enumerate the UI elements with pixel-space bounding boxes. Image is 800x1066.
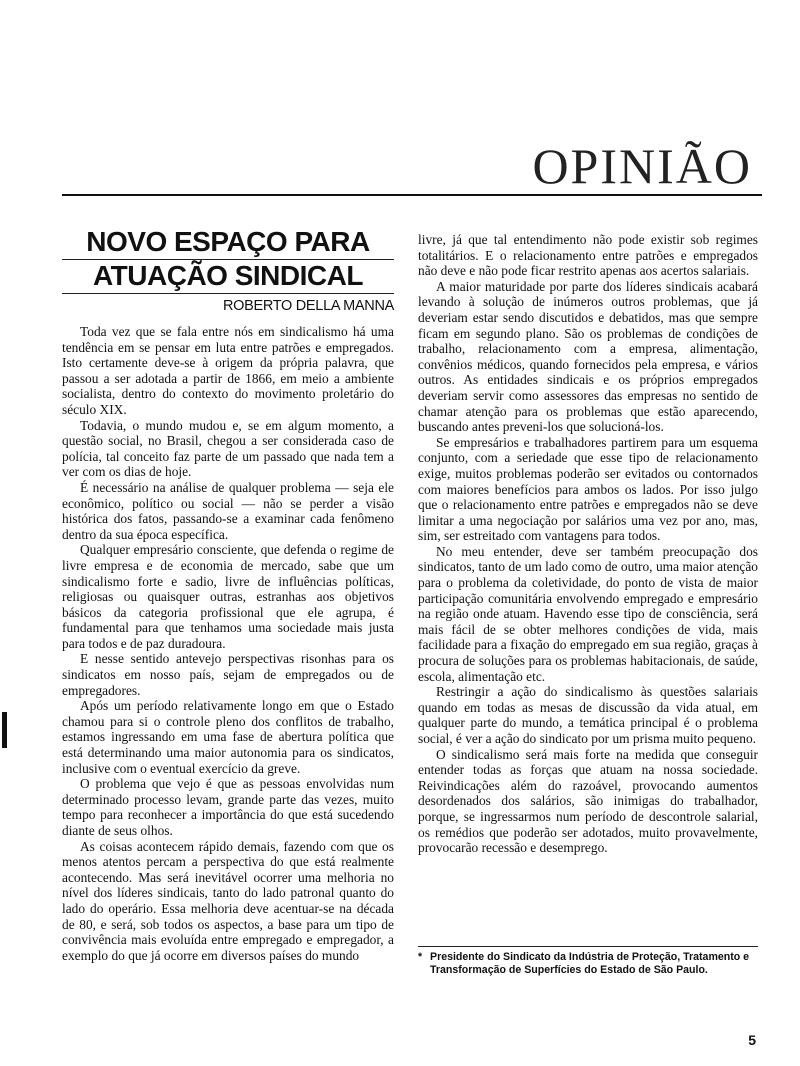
footnote-asterisk: * <box>418 951 423 963</box>
byline: ROBERTO DELLA MANNA <box>222 298 394 314</box>
scan-margin-mark <box>2 712 7 748</box>
paragraph: A maior maturidade por parte dos líderes sindicais acabará levando à solução de inúmeros outros problemas, que já deveriam estar sendo discutidos e debatidos, mas que sempre ficam em segundo plano. São os problemas de condições de trabalho, relacionamento com a empresa, alimentação, convênios médicos, quando fornecidos pela empresa, e vários outros. As entidades sindicais e os próprios empregados deveriam servir como assessores das empresas no sentido de chamar atenção para os problemas que estão aparecendo, buscando antes preveni-los que solucioná-los. <box>418 278 758 435</box>
headline-line-1: NOVO ESPAÇO PARA <box>62 226 394 260</box>
headline-line-2: ATUAÇÃO SINDICAL <box>62 260 394 294</box>
right-column <box>418 232 758 856</box>
paragraph: E nesse sentido antevejo perspectivas risonhas para os sindicatos em nosso país, sejam de empregados ou de empregadores. <box>62 651 394 698</box>
left-column <box>62 226 394 963</box>
paragraph: Se empresários e trabalhadores partirem para um esquema conjunto, com a seriedade que esse tipo de relacionamento exige, muitos problemas poderão ser evitados ou contornados com maiores benefícios para ambos os lados. Por isso julgo que o relacionamento entre patrões e empregados não se deve limitar a uma negociação por salários uma vez por ano, mas, sim, ser estreitado com vantagens para todos. <box>418 434 758 544</box>
footnote <box>418 946 758 977</box>
paragraph: Todavia, o mundo mudou e, se em algum momento, a questão social, no Brasil, chegou a ser considerada caso de polícia, tal conceito faz parte de um passado que nada tem a ver com os dias de hoje. <box>62 417 394 480</box>
section-title: OPINIÃO <box>532 138 752 194</box>
paragraph: Restringir a ação do sindicalismo às questões salariais quando em todas as mesas de discussão da vida atual, em qualquer parte do mundo, a temática principal é o problema social, é ver a ação do sindicato por um prisma muito pequeno. <box>418 684 758 746</box>
paragraph: O sindicalismo será mais forte na medida que conseguir entender todas as forças que atuam na nossa sociedade. Reivindicações além do razoável, provocando aumentos desordenados dos salários, são inimigas do trabalhador, porque, se ingressarmos num período de descontrole salarial, os remédios que poderão ser adotados, muito provavelmente, provocarão recessão e desemprego. <box>418 746 758 856</box>
paragraph: É necessário na análise de qualquer problema — seja ele econômico, político ou social — não se perder a visão histórica dos fatos, passando-se a examinar cada fenômeno dentro da sua época específica. <box>62 479 394 542</box>
paragraph: Toda vez que se fala entre nós em sindicalismo há uma tendência em se pensar em luta entre patrões e empregados. Isto certamente deve-se à origem da própria palavra, que passou a ser adotada a partir de 1866, em meio a ambiente socialista, dentro do contexto do movimento proletário do século XIX. <box>62 324 394 417</box>
paragraph: No meu entender, deve ser também preocupação dos sindicatos, tanto de um lado como de outro, uma maior atenção para o problema da coletividade, do ponto de vista de maior participação comunitária envolvendo empregado e empresário na região onde atuam. Havendo esse tipo de consciência, será mais fácil de se obter melhores condições de vida, mais facilidade para a fixação do empregado em sua região, graças à procura de soluções para os problemas habitacionais, de saúde, escola, alimentação etc. <box>418 543 758 684</box>
footnote-text: Presidente do Sindicato da Indústria de Proteção, Tratamento e Transformação de Superfícies do Estado de São Paulo. <box>430 951 750 976</box>
section-rule <box>62 194 762 196</box>
section-header <box>62 140 762 196</box>
paragraph: As coisas acontecem rápido demais, fazendo com que os menos atentos percam a perspectiva do que está realmente acontecendo. Mas será inevitável ocorrer uma melhoria no nível dos líderes sindicais, tanto do lado patronal quanto do lado do operário. Essa melhoria deve acentuar-se na década de 80, e será, sob todos os aspectos, a base para um tipo de convivência mais evoluída entre empregado e empregador, a exemplo do que já ocorre em diversos países do mundo <box>62 838 394 963</box>
page-number: 5 <box>748 1032 756 1048</box>
paragraph: O problema que vejo é que as pessoas envolvidas num determinado processo levam, grande parte das vezes, muito tempo para reconhecer a importância do que está sucedendo diante de seus olhos. <box>62 776 394 838</box>
paragraph-continued: livre, já que tal entendimento não pode existir sob regimes totalitários. E o relacionamento entre patrões e empregados não deve e não pode ficar restrito apenas aos acertos salariais. <box>418 232 758 279</box>
paragraph: Qualquer empresário consciente, que defenda o regime de livre empresa e de economia de mercado, sabe que um sindicalismo forte e sadio, livre de influências políticas, religiosas ou quaisquer outras, estranhas aos objetivos básicos da categoria profissional que ele agrupa, é fundamental para que tenhamos uma sociedade mais justa para todos e de paz duradoura. <box>62 542 394 651</box>
article-headline <box>62 226 394 294</box>
paragraph: Após um período relativamente longo em que o Estado chamou para si o controle pleno dos conflitos de trabalho, estamos ingressando em uma fase de abertura política que está determinando uma maior autonomia para os sindicatos, inclusive com o eventual exercício da greve. <box>62 698 394 776</box>
